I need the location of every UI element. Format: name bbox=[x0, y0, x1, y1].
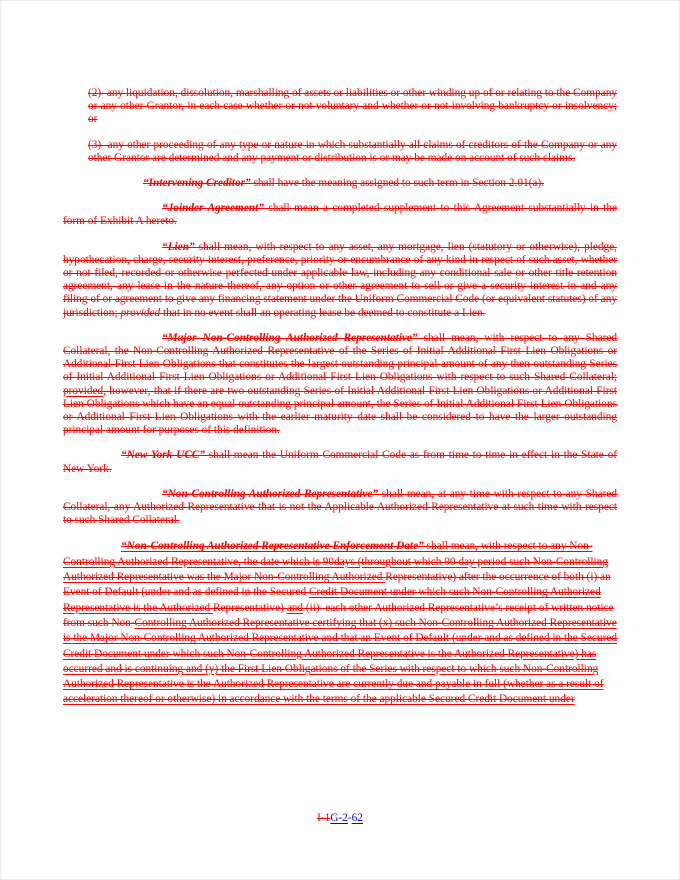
text-segment: “New York UCC” bbox=[121, 449, 205, 462]
text-segment: shall have the meaning assigned to such term in Section 2.01(a). bbox=[250, 177, 544, 190]
text-segment: shall mean, with respect to any asset, any mortgage, lien (statutory or otherwise), pledge, hypothecation, charge, security interest, preference, priority or encumbrance of any kind in respect of such asset, whether or not filed, recorded or otherwise perfected under applicable law, including any conditional sale or other title retention agreement, any lease in the nature thereof, any option or other agreement to sell or give a security interest in and any filing of or agreement to give any financing statement under the Uniform Commercial Code (or equivalent statutes) of any jurisdiction; bbox=[63, 240, 617, 319]
text-segment: - bbox=[347, 812, 352, 824]
text-segment: (3) any other proceeding of any type or nature in which substantially all claims of creditors of the Company or any other Grantor are determined and any payment or distribution is or may be made on account of such claims. bbox=[88, 138, 617, 164]
text-segment: that in no event shall an operating lease be deemed to constitute a Lien. bbox=[160, 306, 486, 319]
text-segment: “Non-Controlling Authorized Representative” bbox=[162, 487, 379, 500]
text-segment: Credit Document under which such Non-Controlling Authorized Representative is the Authorized bbox=[63, 586, 601, 614]
major-non-controlling-authorized-representative-definition bbox=[63, 332, 617, 438]
text-segment: “Non-Controlling Authorized Representative Enforcement Date” bbox=[121, 540, 424, 553]
document-body bbox=[1, 1, 680, 708]
text-segment: G-2 bbox=[330, 812, 348, 824]
new-york-ucc-definition bbox=[63, 449, 617, 475]
clause-3-paragraph bbox=[88, 139, 617, 165]
page-footer bbox=[1, 812, 679, 825]
non-controlling-authorized-representative-definition bbox=[63, 488, 617, 528]
text-segment: Representative) bbox=[212, 601, 287, 614]
text-segment: , however, that if there are two outstanding Series of Initial Additional First Lien Obligations or Additional First Lien Obligations which have an equal outstanding principal amount, the Series of Initial Additional First Lien Obligations or Additional First Lien Obligations with the earlier maturity date shall be considered to have the larger outstanding principal amount for purposes of this definition. bbox=[63, 384, 617, 437]
text-segment: shall mean, at any time with respect to any Shared Collateral, any Authorized Representative that is not the Applicable Authorized Representative at such time with respect to such Shared Collateral. bbox=[63, 487, 618, 527]
text-segment: shall mean, with respect to any Non-Controlling Authorized Representative, the date which is 90days (throughout which 90 day period such Non-Controlling Authorized Representative was the Major Non-Controlling Authorized bbox=[63, 540, 608, 584]
text-segment: and bbox=[286, 601, 303, 614]
text-segment: provided bbox=[63, 384, 104, 397]
text-segment: Controlling Authorized Representative certifying that (x) such Non-Controlling Authorized Representative is the Major Non-Controlling Authorized Representative and that an Event of Default (under and as defined in the Secured Credit Document under which such Non-Controlling Authorized Representative is the Authorized Representative) has occurred and is continuing and (y) the First Lien Obligations of the Series with respect to which such Non-Controlling Authorized Representative is the Authorized Representative are currently due and payable in full (whether as a result of acceleration thereof or otherwise) in accordance with the terms of the applicable Secured Credit Document under bbox=[63, 616, 618, 706]
text-segment: (2) any liquidation, dissolution, marshalling of assets or liabilities or other winding up of or relating to the Company or any other Grantor, in each case whether or not voluntary and whether or not involving bankruptcy or insolvency; or bbox=[88, 87, 617, 126]
text-segment: 62 bbox=[351, 812, 363, 824]
text-segment: (ii) each other Authorized Representative’s receipt of written notice from such Non- bbox=[63, 601, 614, 629]
non-controlling-authorized-representative-enforcement-date-definition bbox=[63, 539, 617, 707]
text-segment: “Joinder Agreement” bbox=[162, 202, 264, 215]
text-segment: I-1 bbox=[317, 812, 331, 824]
text-segment: “Intervening Creditor” bbox=[143, 177, 251, 190]
text-segment: shall mean a completed supplement to this Agreement substantially in the form of Exhibit A hereto. bbox=[63, 202, 617, 228]
clause-2-paragraph bbox=[88, 87, 617, 127]
text-segment: shall mean the Uniform Commercial Code as from time to time in effect in the State of New York. bbox=[63, 449, 617, 475]
lien-definition bbox=[63, 241, 617, 320]
text-segment: Representative) after the occurrence of both (i) an Event of Default (under and as defined in the Secured bbox=[63, 571, 611, 599]
intervening-creditor-definition bbox=[63, 177, 617, 190]
text-segment: provided bbox=[120, 306, 161, 319]
text-segment: “Lien” bbox=[162, 240, 195, 253]
joinder-agreement-definition bbox=[63, 202, 617, 228]
text-segment: “Major Non-Controlling Authorized Representative” bbox=[162, 331, 418, 344]
text-segment: shall mean, with respect to any Shared Collateral, the Non-Controlling Authorized Representative of the Series of Initial Additional First Lien Obligations or Additional First Lien Obligations that constitutes the largest outstanding principal amount of any then outstanding Series of Initial Additional First Lien Obligations or Additional First Lien Obligations with respect to such Shared Collateral; bbox=[63, 331, 618, 384]
